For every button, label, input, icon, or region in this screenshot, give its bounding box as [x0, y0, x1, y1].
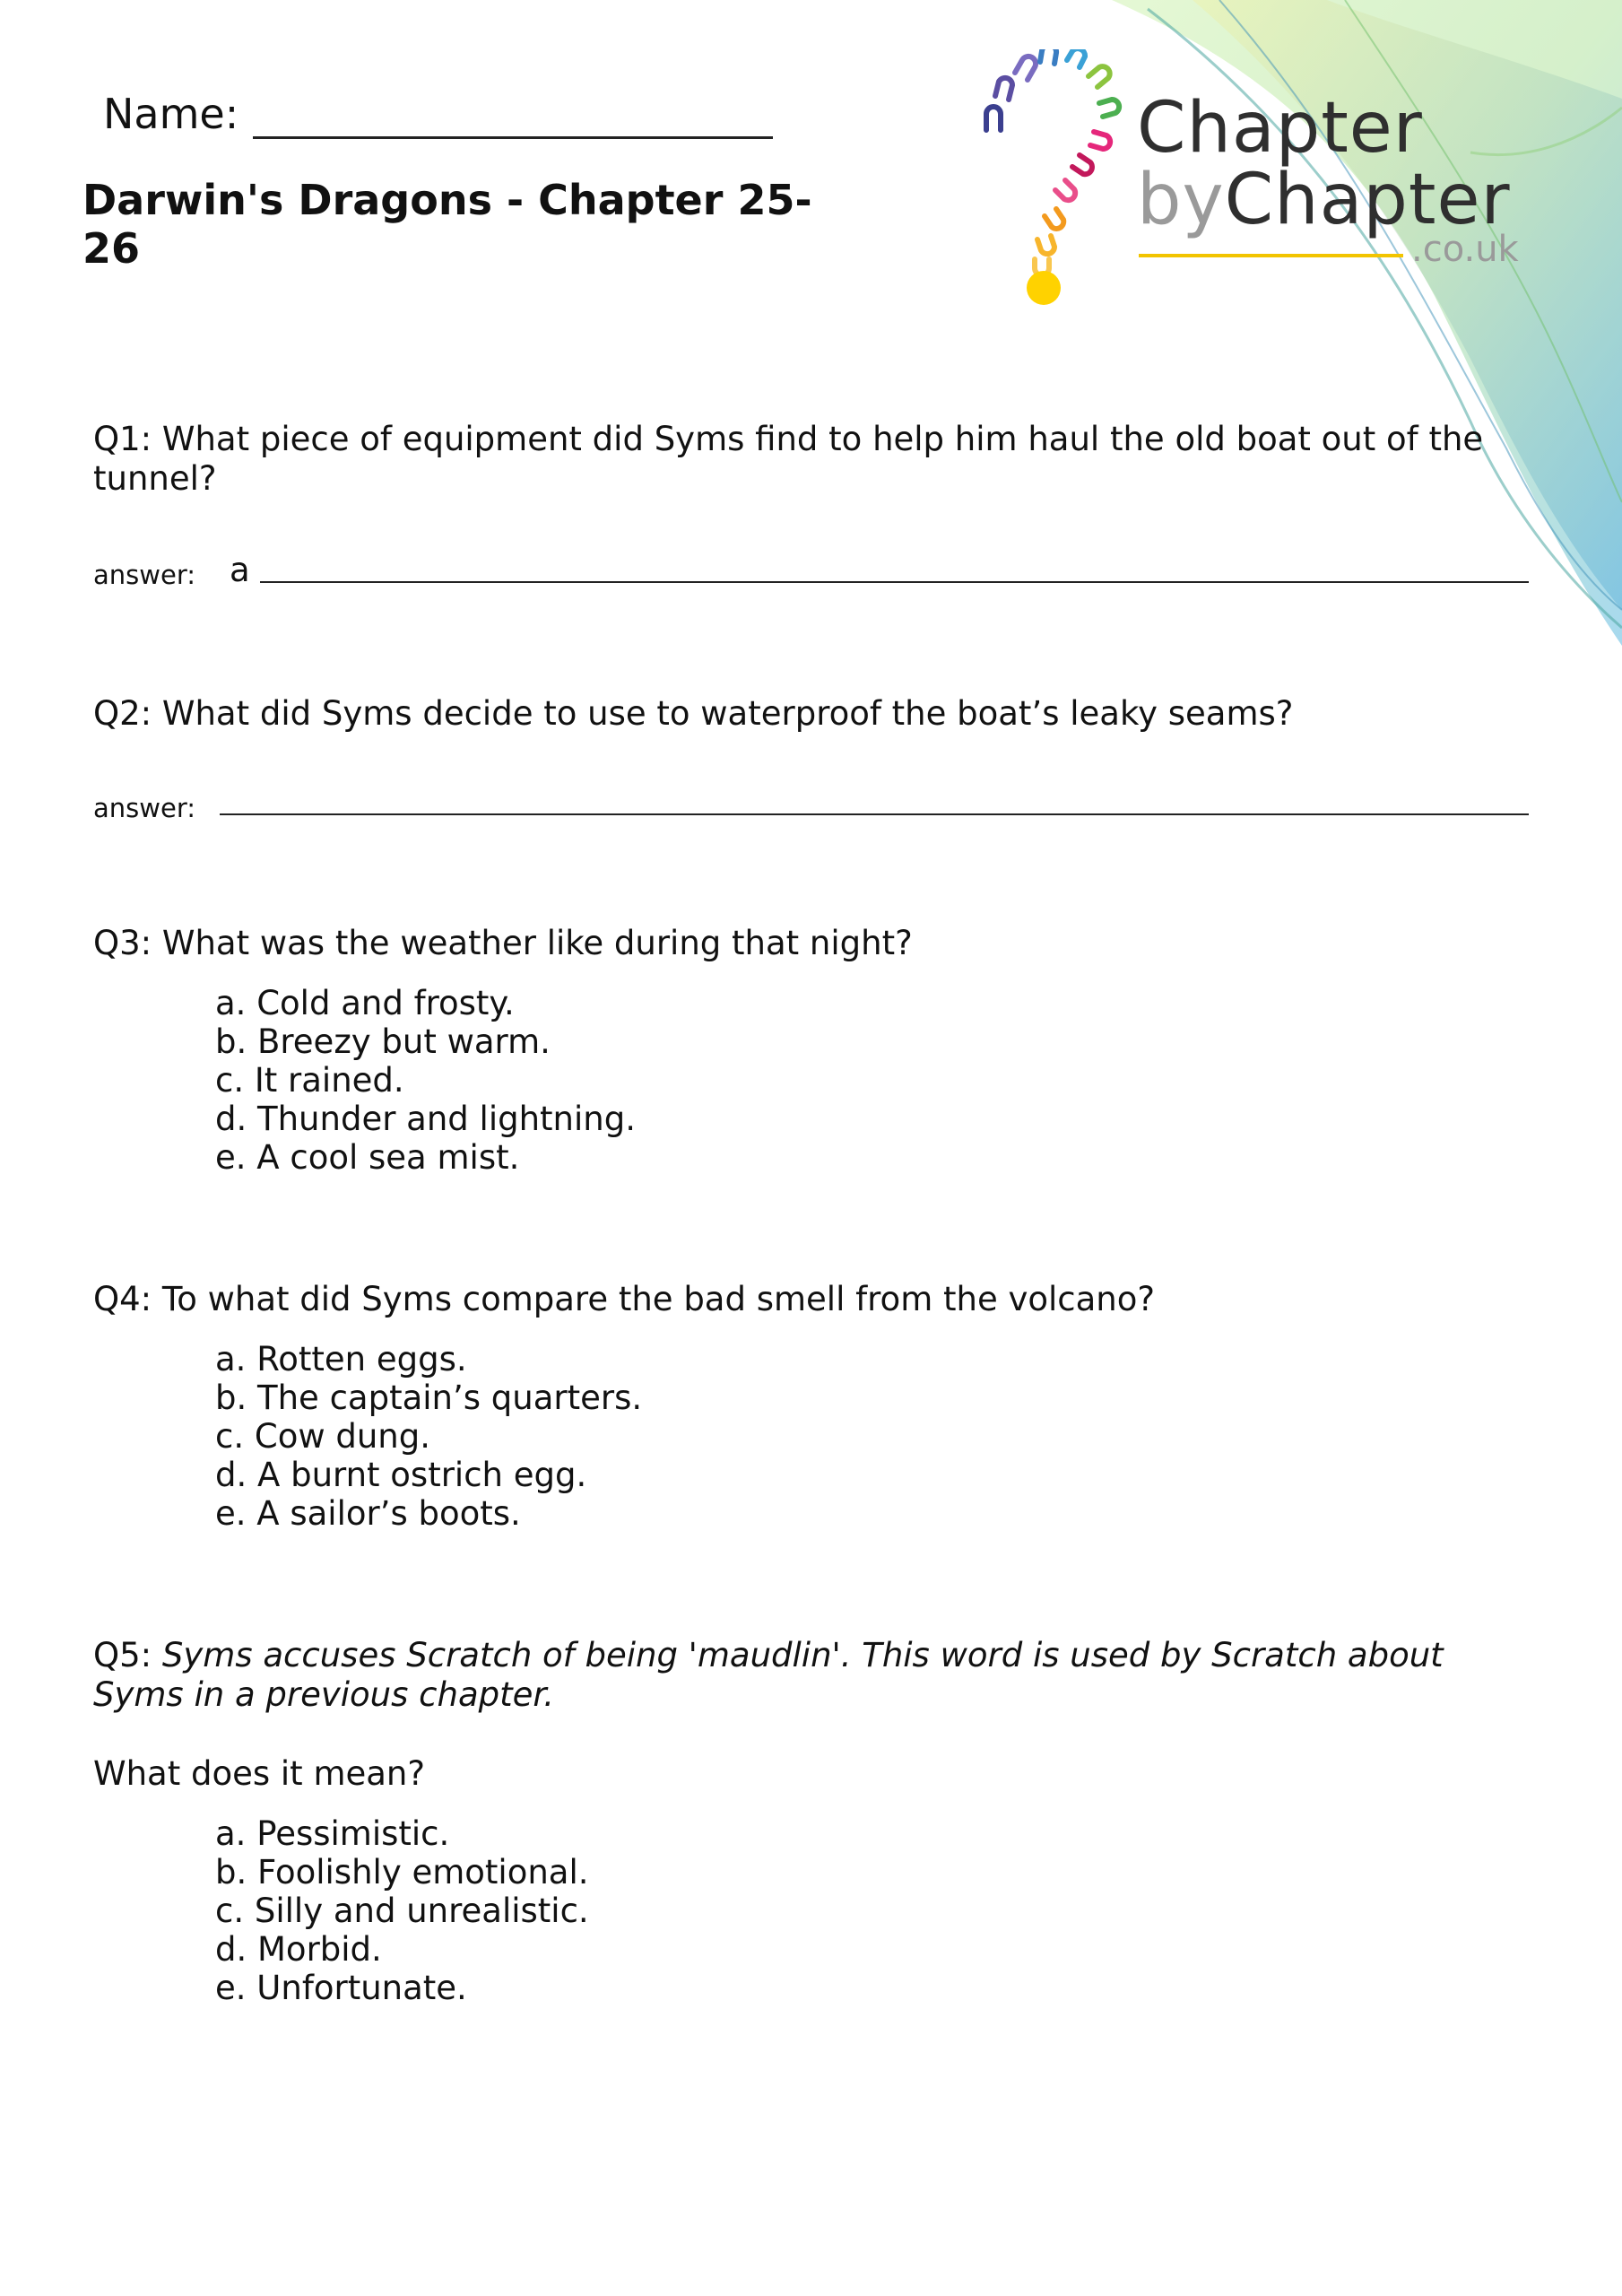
logo-word-chapter-2: Chapter	[1224, 160, 1511, 240]
logo-word-chapter: Chapter	[1137, 88, 1423, 169]
option-d[interactable]: d. Thunder and lightning.	[215, 1100, 636, 1138]
question-1: Q1: What piece of equipment did Syms find to help him haul the old boat out of the tunnel?	[93, 420, 1484, 498]
answer-line-2[interactable]	[220, 813, 1529, 815]
option-c[interactable]: c. Silly and unrealistic.	[215, 1892, 589, 1930]
logo-domain: .co.uk	[1411, 229, 1519, 270]
option-a[interactable]: a. Pessimistic.	[215, 1814, 450, 1853]
question-2: Q2: What did Syms decide to use to waterproof the boat’s leaky seams?	[93, 694, 1294, 733]
question-3-options	[215, 984, 636, 1177]
question-mark-books-icon	[968, 49, 1139, 309]
question-4: Q4: To what did Syms compare the bad smell from the volcano?	[93, 1280, 1156, 1318]
option-d[interactable]: d. A burnt ostrich egg.	[215, 1456, 587, 1494]
option-b[interactable]: b. Breezy but warm.	[215, 1022, 551, 1061]
logo-underline	[1139, 254, 1403, 257]
question-4-options	[215, 1340, 642, 1533]
option-e[interactable]: e. A cool sea mist.	[215, 1138, 520, 1177]
option-b[interactable]: b. Foolishly emotional.	[215, 1853, 589, 1892]
answer-label-2: answer:	[93, 793, 196, 823]
option-b[interactable]: b. The captain’s quarters.	[215, 1378, 643, 1417]
answer-value-1: a	[230, 551, 250, 589]
option-a[interactable]: a. Cold and frosty.	[215, 984, 515, 1022]
option-a[interactable]: a. Rotten eggs.	[215, 1340, 467, 1378]
answer-line-1[interactable]	[260, 581, 1529, 583]
worksheet-title: Darwin's Dragons - Chapter 25-26	[82, 176, 812, 273]
question-5	[93, 1636, 1528, 1715]
question-5-followup: What does it mean?	[93, 1754, 426, 1793]
question-5-prefix: Q5:	[93, 1636, 152, 1674]
answer-label-1: answer:	[93, 560, 196, 590]
option-c[interactable]: c. It rained.	[215, 1061, 404, 1100]
question-3: Q3: What was the weather like during that night?	[93, 924, 913, 962]
logo-word-by: by	[1137, 160, 1225, 240]
option-d[interactable]: d. Morbid.	[215, 1930, 382, 1969]
option-c[interactable]: c. Cow dung.	[215, 1417, 430, 1456]
option-e[interactable]: e. A sailor’s boots.	[215, 1494, 521, 1533]
name-input-line[interactable]	[253, 136, 773, 139]
name-label: Name:	[103, 90, 239, 138]
question-5-options	[215, 1814, 589, 2007]
option-e[interactable]: e. Unfortunate.	[215, 1969, 467, 2007]
question-5-italic-text: Syms accuses Scratch of being 'maudlin'. This word is used by Scratch about Syms in a previous chapter.	[93, 1636, 1444, 1714]
